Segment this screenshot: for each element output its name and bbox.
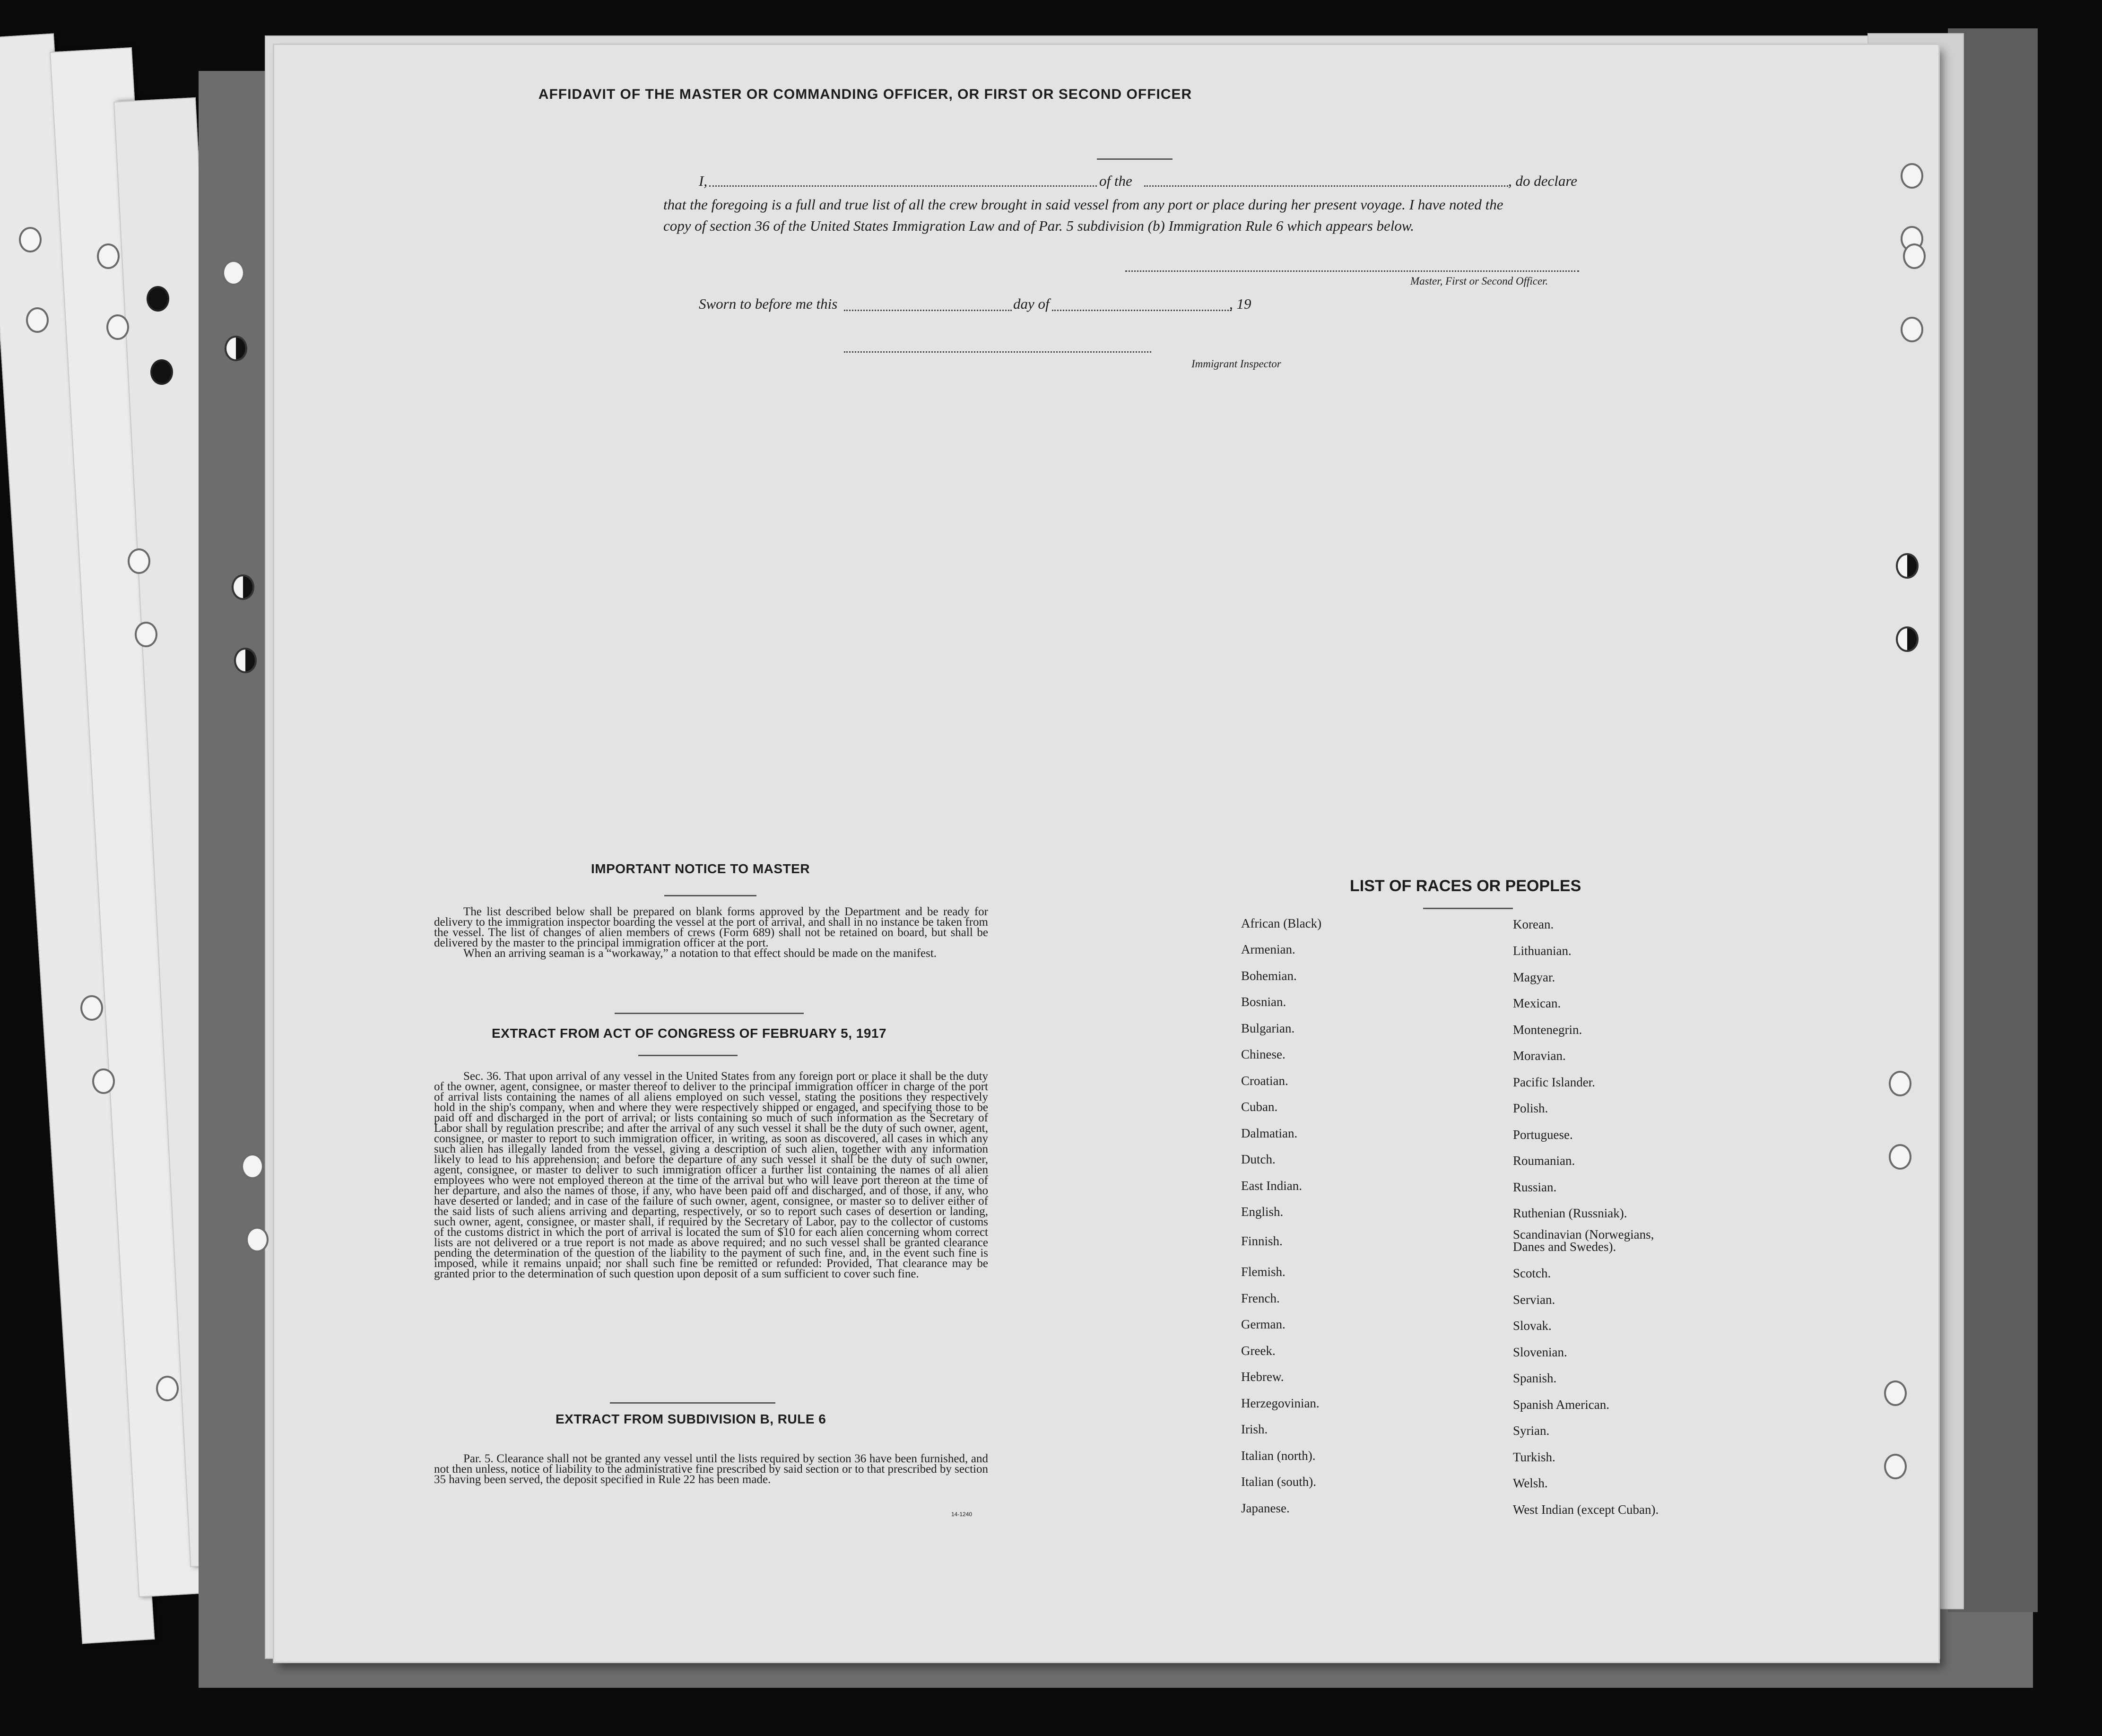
race-left-item: Herzegovinian. — [1241, 1396, 1320, 1410]
race-right-item: Pacific Islander. — [1513, 1075, 1595, 1089]
race-left-item: Bohemian. — [1241, 969, 1297, 983]
binder-hole-icon — [241, 1154, 264, 1179]
affidavit-i-label: I, — [699, 173, 708, 189]
race-right-item: Moravian. — [1513, 1049, 1566, 1063]
race-left-item: French. — [1241, 1291, 1280, 1305]
binder-hole-icon — [222, 260, 245, 286]
sworn-prefix: Sworn to before me this — [699, 295, 838, 312]
race-right-item: Polish. — [1513, 1101, 1548, 1115]
race-right-item: Portuguese. — [1513, 1128, 1573, 1142]
race-right-item: Welsh. — [1513, 1476, 1548, 1490]
race-right-item: Roumanian. — [1513, 1154, 1575, 1168]
race-right-item: Montenegrin. — [1513, 1023, 1582, 1037]
binder-hole-icon — [26, 307, 49, 333]
binder-hole-icon — [156, 1376, 179, 1401]
race-right-item: Scandinavian (Norwegians, Danes and Swedes). — [1513, 1227, 1654, 1254]
binder-hole-icon — [225, 336, 247, 361]
sworn-day-of-label: day of — [1013, 295, 1050, 312]
race-left-item: African (Black) — [1241, 916, 1322, 930]
section-36-text: Sec. 36. That upon arrival of any vessel in the United States from any foreign port or place it shall be the duty of the owner, agent, consignee, or master thereof to deliver to the principal immigration officer in charge of the port of arrival lists containing the names of all aliens employed on such vessel, stating the positions they respectively hold in the ship's company, when and where they were respectively shipped or engaged, and specifying those to be paid off and discharged in the port of arrival; or lists containing so much of such information as the Secretary of Labor shall by regulation prescribe; and after the arrival of any such vessel it shall be the duty of such owner, agent, consignee, or master to report to such immigration officer, in writing, as soon as discovered, all cases in which any such alien has illegally landed from the vessel, giving a description of such alien, together with any information likely to lead to his apprehension; and before the departure of any such vessel it shall be the duty of such owner, agent, consignee, or master to deliver to such immigration officer a further list containing the names of all alien employees who were not employed thereon at the time of the arrival but who will leave port thereon at the time of her departure, and also the names of those, if any, who have been paid off and discharged, and of those, if any, who have deserted or landed; and in case of the failure of such owner, agent, consignee, or master so to deliver either of the said lists of such aliens arriving and departing, respectively, or so to report such cases of desertion or landing, such owner, agent, consignee, or master shall, if required by the Secretary of Labor, pay to the collector of customs of the customs district in which the port of arrival is located the sum of $10 for each alien concerning whom correct lists are not delivered or a true report is not made as above required; and no such vessel shall be granted clearance pending the determination of the question of the liability to the payment of such fine, and, in the event such fine is imposed, while it remains unpaid; nor shall such fine be remitted or refunded: Provided, That clearance may be granted prior to the determination of such question upon deposit of a sum sufficient to cover such fine. — [434, 1070, 988, 1280]
race-left-item: Chinese. — [1241, 1047, 1286, 1061]
binder-hole-icon — [80, 995, 103, 1021]
binder-hole-icon — [1884, 1454, 1907, 1479]
notice-divider — [664, 895, 756, 896]
extract-rule-body — [434, 1454, 988, 1485]
title-divider — [1097, 158, 1173, 160]
race-left-item: Italian (south). — [1241, 1475, 1316, 1489]
notice-paragraph-1: The list described below shall be prepared on blank forms approved by the Department and be ready for delivery to the immigration inspector boarding the vessel at the port of arrival, and shall in no instance be taken from the vessel. The list of changes of alien members of crews (Form 689) shall not be retained on board, but shall be delivered by the master to the principal immigration officer at the port. — [434, 905, 988, 949]
binder-hole-icon — [1896, 553, 1919, 579]
race-left-item: Finnish. — [1241, 1234, 1283, 1248]
race-right-item: Syrian. — [1513, 1424, 1550, 1438]
race-left-item: East Indian. — [1241, 1179, 1302, 1193]
race-right-item: Turkish. — [1513, 1450, 1555, 1464]
sworn-day-field[interactable] — [844, 310, 1012, 311]
binder-hole-icon — [128, 548, 150, 574]
race-right-item: Magyar. — [1513, 970, 1555, 984]
notice-title: IMPORTANT NOTICE TO MASTER — [591, 861, 810, 876]
binder-hole-icon — [135, 622, 157, 647]
form-code: 14-1240 — [951, 1511, 973, 1518]
affidavit-declare-label: , do declare — [1508, 173, 1578, 189]
binder-hole-icon — [1903, 243, 1926, 269]
race-right-item: Lithuanian. — [1513, 944, 1572, 958]
races-divider — [1423, 908, 1513, 909]
race-right-item: Spanish. — [1513, 1371, 1557, 1385]
race-right-item: Slovak. — [1513, 1319, 1552, 1333]
binder-hole-icon — [19, 227, 42, 252]
binder-hole-icon — [1884, 1380, 1907, 1406]
race-left-item: Japanese. — [1241, 1501, 1290, 1515]
race-left-item: Irish. — [1241, 1422, 1268, 1436]
binder-hole-icon — [147, 286, 169, 312]
extract-act-divider — [638, 1055, 738, 1056]
binder-hole-icon — [1896, 626, 1919, 652]
sworn-year-label: , 19 — [1229, 295, 1251, 312]
binder-hole-icon — [1901, 317, 1923, 342]
race-left-item: Greek. — [1241, 1344, 1276, 1358]
affidavit-line-3: copy of section 36 of the United States Immigration Law and of Par. 5 subdivision (b) Immigration Rule 6 which appears below. — [663, 217, 1415, 234]
race-left-item: Bulgarian. — [1241, 1021, 1295, 1035]
race-right-item: Korean. — [1513, 917, 1554, 931]
extract-rule-title: EXTRACT FROM SUBDIVISION B, RULE 6 — [556, 1412, 826, 1426]
extract-act-body — [434, 1071, 988, 1279]
race-left-item: Armenian. — [1241, 942, 1295, 956]
binder-hole-icon — [150, 359, 173, 385]
master-name-field[interactable] — [709, 185, 1097, 187]
race-left-item: Cuban. — [1241, 1100, 1278, 1114]
binder-hole-icon — [97, 243, 120, 269]
inspector-signature-field[interactable] — [844, 351, 1151, 353]
binder-hole-icon — [1889, 1071, 1911, 1096]
binder-hole-icon — [92, 1068, 115, 1094]
binder-hole-icon — [234, 648, 257, 673]
par-5-text: Par. 5. Clearance shall not be granted any vessel until the lists required by section 36 have been furnished, and not then unless, notice of liability to the administrative fine prescribed by said section or to that prescribed by section 35 having been served, the deposit specified in Rule 22 has been made. — [434, 1452, 988, 1486]
affidavit-of-the-label: of the — [1099, 173, 1132, 189]
master-signature-label: Master, First or Second Officer. — [1410, 275, 1548, 287]
race-left-item: English. — [1241, 1205, 1284, 1219]
notice-end-divider — [615, 1013, 804, 1014]
binder-hole-icon — [232, 574, 254, 600]
race-right-item: Ruthenian (Russniak). — [1513, 1206, 1627, 1220]
race-right-item: West Indian (except Cuban). — [1513, 1502, 1659, 1517]
race-left-item: Italian (north). — [1241, 1449, 1316, 1463]
race-right-item: Mexican. — [1513, 996, 1561, 1010]
inspector-signature-label: Immigrant Inspector — [1191, 358, 1281, 370]
race-left-item: Bosnian. — [1241, 995, 1286, 1009]
races-title: LIST OF RACES OR PEOPLES — [1350, 877, 1581, 895]
race-right-item: Russian. — [1513, 1180, 1557, 1194]
binder-hole-icon — [1901, 163, 1923, 189]
notice-paragraph-2: When an arriving seaman is a “workaway,” a notation to that effect should be made on the manifest. — [463, 947, 937, 960]
vessel-name-field[interactable] — [1144, 185, 1508, 187]
binder-hole-icon — [106, 314, 129, 340]
race-right-item: Scotch. — [1513, 1266, 1551, 1280]
race-right-item: Spanish American. — [1513, 1397, 1609, 1412]
race-left-item: Dutch. — [1241, 1152, 1276, 1166]
notice-body — [434, 907, 988, 959]
binder-hole-icon — [246, 1227, 269, 1252]
race-left-item: Hebrew. — [1241, 1370, 1284, 1384]
crew-manifest-page — [274, 45, 1938, 1662]
race-left-item: Croatian. — [1241, 1074, 1288, 1088]
affidavit-line-2: that the foregoing is a full and true list of all the crew brought in said vessel from any port or place during her present voyage. I have noted the — [663, 196, 1503, 213]
extract-act-title: EXTRACT FROM ACT OF CONGRESS OF FEBRUARY 5, 1917 — [492, 1026, 887, 1041]
binder-hole-icon — [1889, 1144, 1911, 1170]
race-left-item: Flemish. — [1241, 1265, 1286, 1279]
race-left-item: Dalmatian. — [1241, 1126, 1298, 1140]
extract-act-end-divider — [610, 1402, 775, 1404]
race-right-item: Servian. — [1513, 1293, 1555, 1307]
sworn-month-field[interactable] — [1052, 310, 1232, 311]
race-left-item: German. — [1241, 1317, 1286, 1331]
master-signature-field[interactable] — [1125, 270, 1579, 272]
race-right-item: Slovenian. — [1513, 1345, 1567, 1359]
affidavit-title: AFFIDAVIT OF THE MASTER OR COMMANDING OFFICER, OR FIRST OR SECOND OFFICER — [538, 87, 1192, 102]
